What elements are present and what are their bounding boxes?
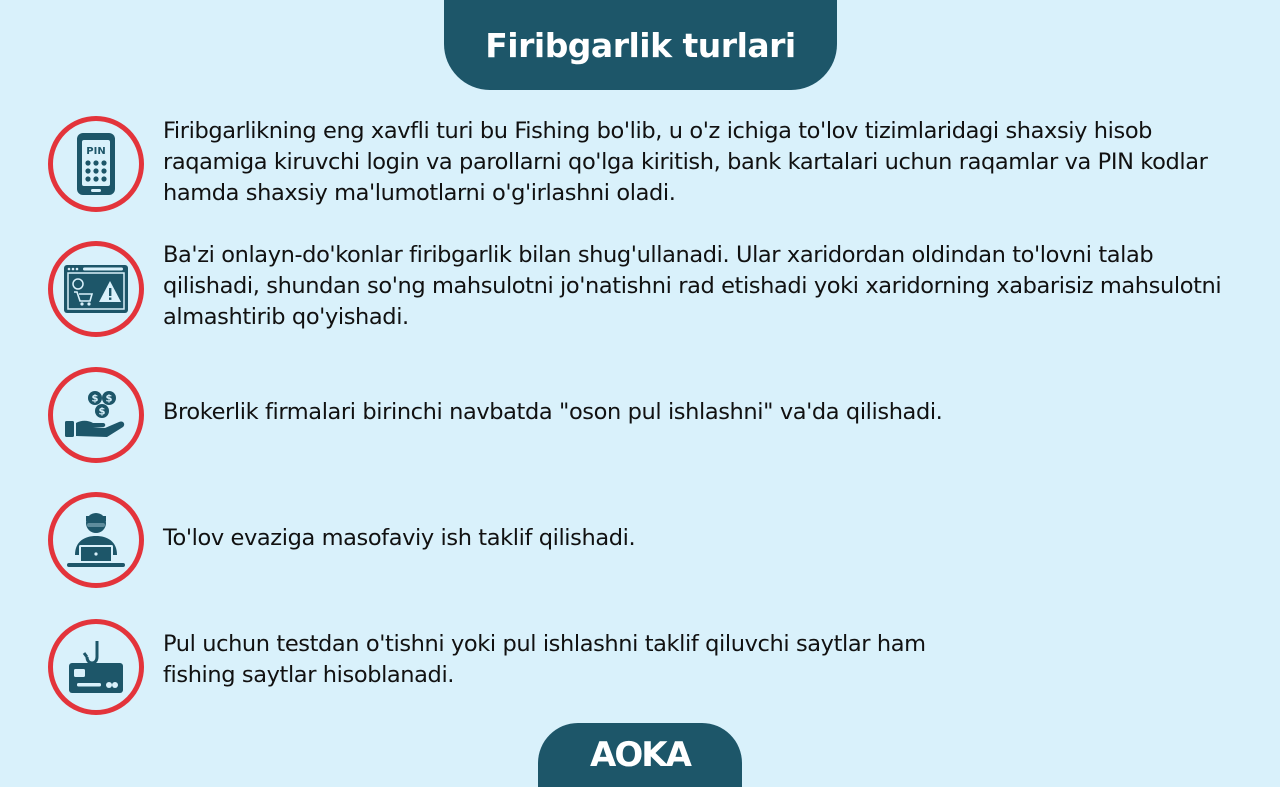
phishing-card-icon — [67, 639, 125, 695]
item-text: Brokerlik firmalari birinchi navbatda "oson pul ishlashni" va'da qilishadi. — [163, 399, 943, 425]
phone-pin-icon — [74, 131, 118, 197]
item-text: Pul uchun testdan o'tishni yoki pul ishlashni taklif qiluvchi saytlar ham fishing saytlar hisoblanadi. — [163, 631, 926, 688]
item-text: Firibgarlikning eng xavfli turi bu Fishing bo'lib, u o'z ichiga to'lov tizimlaridagi shaxsiy hisob raqamiga kiruvchi login va parollarni qo'lga kiritish, bank kartalari uchun raqamlar va PIN kodlar hamda shaxsiy ma'lumotlarni o'g'irlashni oladi. — [163, 118, 1208, 206]
pin-label: PIN — [86, 146, 106, 157]
remote-worker-icon — [65, 511, 127, 569]
icon-ring — [48, 241, 144, 337]
title-banner — [444, 0, 837, 90]
svg-text:$: $ — [91, 393, 99, 405]
svg-text:$: $ — [98, 406, 106, 418]
svg-text:$: $ — [105, 393, 113, 405]
page-title: Firibgarlik turlari — [485, 25, 796, 65]
brand-logo: AOKA — [590, 735, 690, 775]
item-text: To'lov evaziga masofaviy ish taklif qilishadi. — [163, 525, 636, 551]
icon-ring — [48, 492, 144, 588]
hand-money-icon — [63, 389, 129, 441]
logo-banner — [538, 723, 742, 787]
item-text: Ba'zi onlayn-do'konlar firibgarlik bilan shug'ullanadi. Ular xaridordan oldindan to'lovni talab qilishadi, shundan so'ng mahsulotni jo'natishni rad etishadi yoki xaridorning xabarisiz mahsulotni almashtirib qo'yishadi. — [163, 242, 1222, 330]
icon-ring — [48, 116, 144, 212]
icon-ring — [48, 367, 144, 463]
icon-ring — [48, 619, 144, 715]
online-store-warning-icon — [63, 264, 129, 314]
